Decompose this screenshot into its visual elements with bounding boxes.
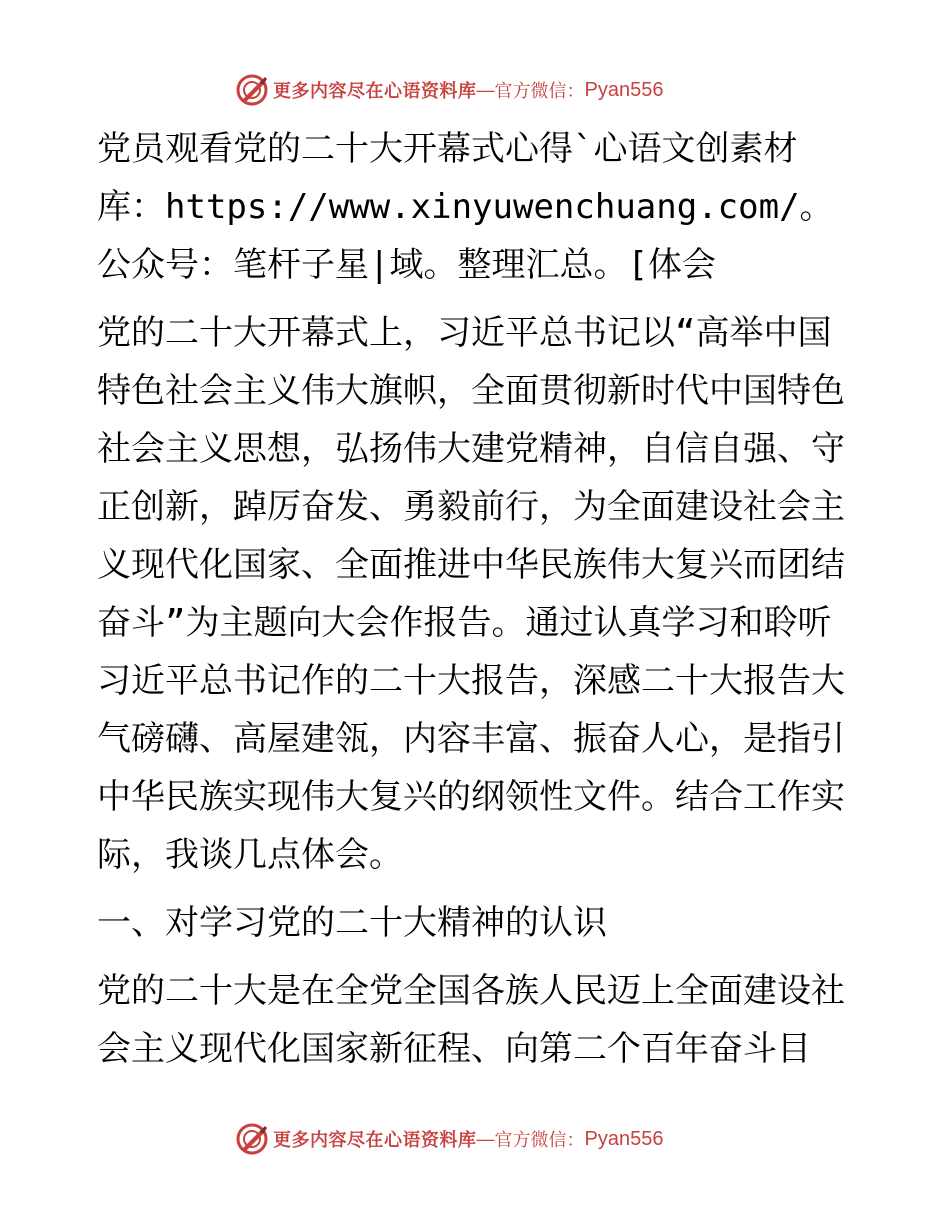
intro-paragraph: 党员观看党的二十大开幕式心得`心语文创素材库：https://www.xinyuwenchuang.com/。公众号：笔杆子星|域。整理汇总。[体会 [97, 129, 834, 285]
banner-dash: — [476, 1128, 495, 1149]
banner-wechat-label: 官方微信： [494, 1130, 585, 1151]
section-heading-1: 一、对学习党的二十大精神的认识 [97, 903, 607, 943]
red-pen-circle-logo-icon [235, 1122, 269, 1156]
banner-main-text: 更多内容尽在心语资料库 [273, 1130, 477, 1151]
banner-wechat-id: Pyan556 [584, 78, 664, 101]
body-paragraph-2: 党的二十大是在全党全国各族人民迈上全面建设社会主义现代化国家新征程、向第二个百年奋斗目 [97, 971, 845, 1069]
body-paragraph-1: 党的二十大开幕式上，习近平总书记以“高举中国特色社会主义伟大旗帜，全面贯彻新时代中国特色社会主义思想，弘扬伟大建党精神，自信自强、守正创新，踔厉奋发、勇毅前行，为全面建设社会主义现代化国家、全面推进中华民族伟大复兴而团结奋斗”为主题向大会作报告。通过认真学习和聆听习近平总书记作的二十大报告，深感二十大报告大气磅礴、高屋建瓴，内容丰富、振奋人心，是指引中华民族实现伟大复兴的纲领性文件。结合工作实际，我谈几点体会。 [97, 313, 845, 875]
footer-banner [235, 1121, 663, 1157]
banner-main-text: 更多内容尽在心语资料库 [273, 81, 477, 102]
banner-dash: — [476, 79, 495, 100]
red-pen-circle-logo-icon [235, 73, 269, 107]
banner-wechat-label: 官方微信： [494, 81, 585, 102]
header-banner [235, 72, 663, 108]
banner-wechat-id: Pyan556 [584, 1127, 664, 1150]
document-body [97, 120, 857, 1088]
